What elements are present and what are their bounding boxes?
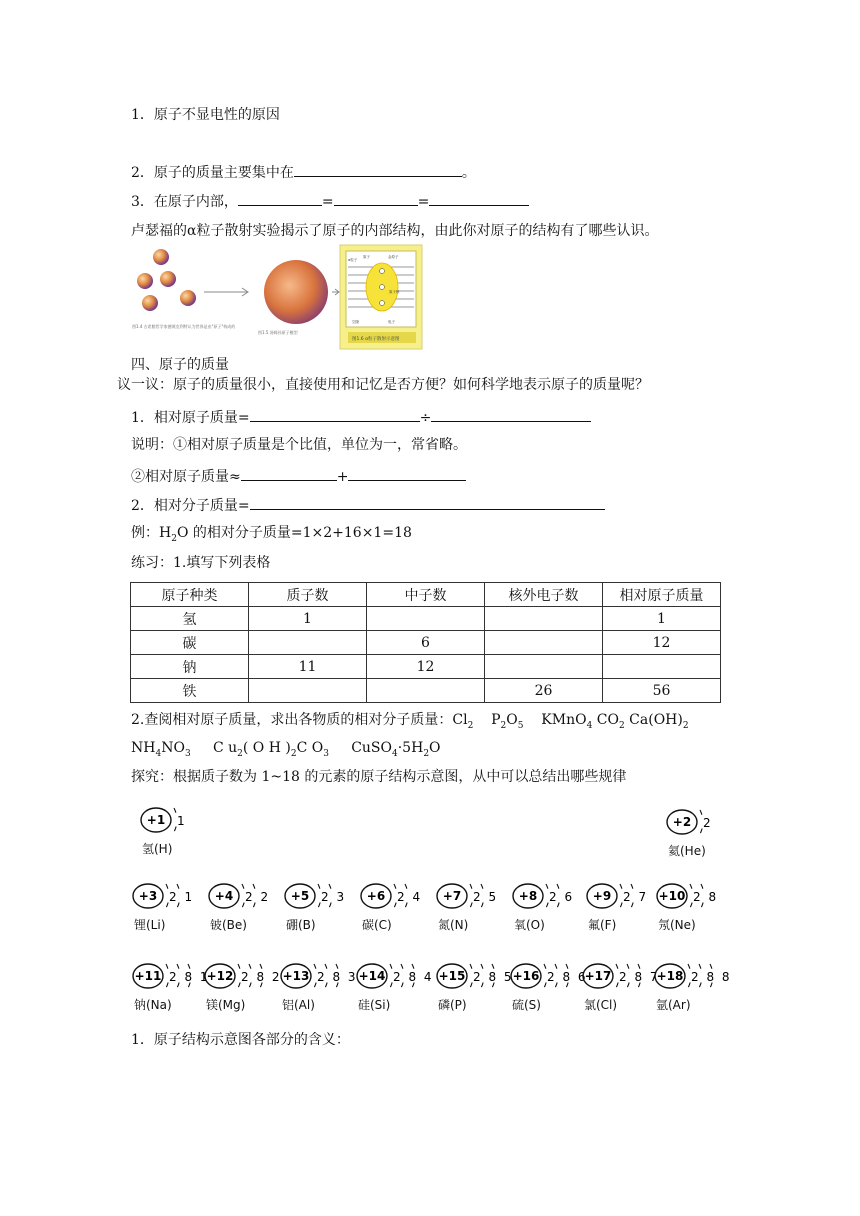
answer-blank[interactable] (431, 407, 591, 422)
formula-co2: $CO_2$ (596, 712, 625, 731)
electron-counts: 2 8 6 (547, 970, 588, 984)
table-header: 原子种类 (131, 583, 249, 607)
atom-ball (160, 271, 176, 287)
atom-diagram (654, 880, 719, 914)
nucleus-charge: +13 (282, 969, 310, 983)
electron-counts: 2 8 1 (169, 970, 210, 984)
electron-counts: 1 (177, 814, 187, 828)
nucleus-charge: +5 (290, 889, 310, 903)
atom-diagram (354, 960, 434, 994)
nucleus-charge: +16 (512, 969, 540, 983)
electron-counts: 2 8 4 (393, 970, 434, 984)
table-cell: 铁 (131, 679, 249, 703)
element-label: 氯(Cl) (584, 998, 618, 1012)
table-row (131, 631, 721, 655)
table-header: 相对原子质量 (603, 583, 721, 607)
formula-kmno4: KMnO$_4$ (541, 712, 593, 731)
formula-cuso4: $CuSO_4\cdot 5H_2O$ (351, 740, 441, 759)
formula-p2o5: $P_2O_5$ (491, 712, 524, 731)
atom-ball (180, 290, 196, 306)
table-cell: 1 (603, 607, 721, 631)
question-3 (131, 191, 529, 211)
nucleus-charge: +9 (592, 889, 612, 903)
nucleus-charge: +3 (138, 889, 158, 903)
answer-blank[interactable] (250, 407, 420, 422)
relative-atomic-mass-line (131, 407, 591, 427)
atom-diagram (584, 880, 649, 914)
fig15-label: 图1.5 汤姆孙原子模型 (258, 330, 298, 335)
table-cell: 56 (603, 679, 721, 703)
practice-heading: 练习：1.填写下列表格 (131, 555, 271, 571)
formula-nh4no3: $NH_4NO_3$ (131, 740, 191, 759)
equals-sign: = (417, 194, 430, 210)
practice-2-text: 2.查阅相对原子质量，求出各物质的相对分子质量： (131, 712, 453, 728)
table-cell: 氢 (131, 607, 249, 631)
atom-diagram (130, 960, 210, 994)
table-row (131, 679, 721, 703)
fig16-label: 图1.6 α粒子散射示意图 (352, 337, 400, 342)
element-label: 铍(Be) (210, 918, 247, 932)
fig14-label: 图1.4 古希腊哲学家德谟克利特认为世界是由"原子"构成的 (132, 324, 236, 329)
atom-diagram (652, 960, 732, 994)
nucleus-charge: +1 (146, 813, 166, 827)
element-label: 硅(Si) (358, 998, 391, 1012)
element-label: 锂(Li) (134, 918, 166, 932)
atom-diagram (138, 804, 189, 838)
atom-diagram (434, 960, 514, 994)
table-cell: 钠 (131, 655, 249, 679)
electron-counts: 2 8 8 (691, 970, 732, 984)
atom-diagram (508, 960, 588, 994)
answer-blank[interactable] (334, 191, 418, 206)
element-label: 氮(N) (438, 918, 469, 932)
table-cell[interactable] (249, 679, 367, 703)
table-header: 核外电子数 (485, 583, 603, 607)
element-label: 硫(S) (512, 998, 541, 1012)
table-cell[interactable] (485, 655, 603, 679)
section-4-heading: 四、原子的质量 (131, 357, 229, 373)
nucleus-charge: +2 (672, 815, 692, 829)
table-cell: 12 (367, 655, 485, 679)
table-header: 中子数 (367, 583, 485, 607)
meaning-question: 1．原子结构示意图各部分的含义： (131, 1032, 350, 1048)
electron-counts: 2 8 (693, 890, 719, 904)
relative-molecular-mass-text: 2．相对分子质量= (131, 498, 250, 514)
element-label: 氟(F) (588, 918, 617, 932)
nucleus-charge: +8 (518, 889, 538, 903)
rutherford-text: 卢瑟福的α粒子散射实验揭示了原子的内部结构，由此你对原子的结构有了哪些认识。 (131, 223, 659, 239)
nucleus-charge: +18 (656, 969, 684, 983)
element-label: 硼(B) (286, 918, 316, 932)
table-cell[interactable] (367, 679, 485, 703)
electron-counts: 2 8 7 (619, 970, 660, 984)
atom-ball (142, 295, 158, 311)
nucleus-charge: +6 (366, 889, 386, 903)
equals-sign: = (321, 194, 334, 210)
nucleus-charge: +15 (438, 969, 466, 983)
electron-counts: 2 6 (549, 890, 575, 904)
discuss-text: 议一议：原子的质量很小，直接使用和记忆是否方便？如何科学地表示原子的质量呢？ (117, 377, 649, 393)
element-label: 氩(Ar) (656, 998, 691, 1012)
table-row (131, 607, 721, 631)
nucleus-charge: +17 (584, 969, 612, 983)
practice-2-line-2 (131, 739, 441, 763)
example-line (131, 524, 412, 548)
element-label: 氢(H) (142, 842, 173, 856)
element-label: 氦(He) (668, 844, 706, 858)
explore-text: 探究：根据质子数为 1~18 的元素的原子结构示意图，从中可以总结出哪些规律 (131, 769, 627, 785)
example-suffix: O 的相对分子质量=1×2+16×1=18 (176, 525, 412, 541)
table-cell: 碳 (131, 631, 249, 655)
table-cell: 11 (249, 655, 367, 679)
element-label: 镁(Mg) (206, 998, 246, 1012)
element-label: 铝(Al) (282, 998, 315, 1012)
nucleus-label: 原子核 (389, 290, 400, 294)
divide-sign: ÷ (419, 410, 432, 426)
element-label: 碳(C) (362, 918, 392, 932)
atom-parts-table (130, 582, 721, 703)
electron-counts: 2 8 3 (317, 970, 358, 984)
element-label: 磷(P) (438, 998, 467, 1012)
table-cell: 1 (249, 607, 367, 631)
atom-diagram (202, 960, 282, 994)
atom-ball (153, 249, 169, 265)
question-1: 1．原子不显电性的原因 (131, 107, 280, 123)
atom-diagram (278, 960, 358, 994)
atom-ball (137, 273, 153, 289)
electron-counts: 2 1 (169, 890, 195, 904)
electron-counts: 2 7 (623, 890, 649, 904)
table-cell[interactable] (485, 607, 603, 631)
element-label: 氖(Ne) (658, 918, 696, 932)
table-header: 质子数 (249, 583, 367, 607)
electron-counts: 2 5 (473, 890, 499, 904)
nucleus-charge: +11 (134, 969, 162, 983)
nucleus-charge: +12 (206, 969, 234, 983)
atom-diagram (282, 880, 347, 914)
electron-counts: 2 4 (397, 890, 423, 904)
nucleus-charge: +4 (214, 889, 234, 903)
gold-label: 金原子 (388, 255, 399, 259)
table-cell: 26 (485, 679, 603, 703)
atom-diagram (510, 880, 575, 914)
example-subscript: 2 (171, 533, 177, 544)
alpha-label: α粒子 (348, 258, 358, 262)
nucleus-charge: +7 (442, 889, 462, 903)
plus-sign: + (336, 469, 349, 485)
table-cell: 12 (603, 631, 721, 655)
electron-counts: 2 8 5 (473, 970, 514, 984)
answer-blank[interactable] (250, 495, 605, 510)
relative-molecular-mass-line (131, 495, 605, 515)
electron-counts: 2 8 2 (241, 970, 282, 984)
table-header-row (131, 583, 721, 607)
table-cell[interactable] (367, 607, 485, 631)
note-1: 说明：①相对原子质量是个比值，单位为一，常省略。 (131, 437, 467, 453)
element-label: 氧(O) (514, 918, 545, 932)
note-2-line (131, 466, 466, 486)
relative-atomic-mass-text: 1．相对原子质量= (131, 410, 250, 426)
atom-diagram (130, 880, 195, 914)
atom-models-figure (130, 245, 424, 349)
answer-blank[interactable] (241, 466, 337, 481)
electron-counts: 2 2 (245, 890, 271, 904)
atom-diagram (434, 880, 499, 914)
nucleus-charge: +14 (358, 969, 386, 983)
question-3-text: 3．在原子内部， (131, 194, 238, 210)
electron-counts: 2 3 (321, 890, 347, 904)
formula-cl2: $Cl_2$ (452, 712, 474, 731)
atom-diagram (580, 960, 660, 994)
practice-2-line (131, 711, 689, 735)
table-cell[interactable] (249, 631, 367, 655)
answer-blank[interactable] (238, 191, 322, 206)
question-2-suffix: 。 (461, 165, 476, 181)
element-label: 钠(Na) (134, 998, 172, 1012)
answer-blank[interactable] (348, 466, 466, 481)
table-row (131, 655, 721, 679)
example-prefix: 例：H (131, 525, 172, 541)
note-2-text: ②相对原子质量≈ (131, 469, 241, 485)
formula-cu2oh2co3: C $u_2$( O H )$_2C$ $O_3$ (212, 740, 329, 759)
table-cell[interactable] (485, 631, 603, 655)
thomson-model (264, 260, 328, 324)
electron-counts: 2 (703, 816, 713, 830)
atom-diagram (358, 880, 423, 914)
table-cell[interactable] (603, 655, 721, 679)
question-2 (131, 162, 476, 182)
question-2-text: 2．原子的质量主要集中在 (131, 165, 294, 181)
space-label: 空隙 (352, 320, 359, 324)
table-cell: 6 (367, 631, 485, 655)
atom-diagram (664, 806, 715, 840)
electron-label: 电子 (388, 320, 395, 324)
nucleus-charge: +10 (658, 889, 686, 903)
formula-caoh2: $Ca(OH)_2$ (629, 712, 689, 731)
atom-diagram (206, 880, 271, 914)
answer-blank[interactable] (294, 162, 462, 177)
answer-blank[interactable] (429, 191, 529, 206)
atom-label: 原子 (363, 255, 370, 259)
